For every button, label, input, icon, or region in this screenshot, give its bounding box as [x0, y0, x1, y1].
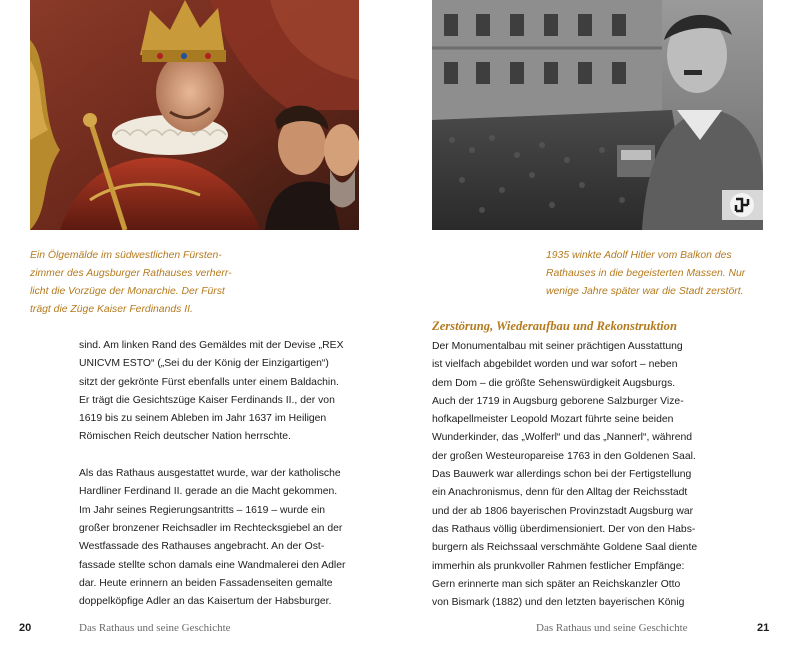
- section-heading: Zerstörung, Wiederaufbau und Rekonstruktion: [432, 319, 677, 333]
- running-title-left: Das Rathaus und seine Geschichte: [79, 622, 231, 634]
- running-title-right: Das Rathaus und seine Geschichte: [536, 622, 688, 634]
- right-photo-caption: 1935 winkte Adolf Hitler vom Balkon des Rathauses in die begeisterten Massen. Nur wenige Jahre später war die Stadt zerstört.: [546, 250, 746, 297]
- left-photo-caption: Ein Ölgemälde im südwestlichen Fürsten- zimmer des Augsburger Rathauses verherr- licht die Vorzüge der Monarchie. Der Fürst trägt die Züge Kaiser Ferdinands II.: [30, 250, 232, 315]
- page-number-right: 21: [757, 622, 770, 634]
- left-paragraph-2: Als das Rathaus ausgestattet wurde, war der katholische Hardliner Ferdinand II. gerade an die Macht gekommen. Im Jahr seines Regierungsantritts – 1619 – wurde ein großer bronzener Reichsadler im Rechtecksgiebel an der Westfassade des Rathauses angebracht. An der Ost- fassade stellte schon damals eine Wandmalerei den Adler dar. Heute erinnern an beiden Fassadenseiten gemalte doppelköpfige Adler an das Kaisertum der Habsburger.: [79, 468, 346, 608]
- oil-painting-photo: [30, 0, 359, 230]
- page-number-left: 20: [19, 622, 32, 634]
- photo-illustration: [432, 0, 763, 230]
- left-paragraph-1: sind. Am linken Rand des Gemäldes mit der Devise „REX UNICVM ESTO“ („Sei du der König der Einzigartigen“) sitzt der gekrönte Fürst ebenfalls unter einem Baldachin. Er trägt die Gesichtszüge Kaiser Ferdinands II., der von 1619 bis zu seinem Ableben im Jahr 1637 im Heiligen Römischen Reich deutscher Nation herrschte.: [79, 340, 344, 443]
- painting-illustration: [30, 0, 359, 230]
- right-paragraph: Der Monumentalbau mit seiner prächtigen Ausstattung ist vielfach abgebildet worden und war sofort – neben dem Dom – die größte Sehenswürdigkeit Augsburgs. Auch der 1719 in Augsburg geborene Salzburger Vize- hofkapellmeister Leopold Mozart führte seine beiden Wunderkinder, das „Wolferl“ und das „Nannerl“, während der großen Westeuropareise 1763 in den Goldenen Saal. Das Bauwerk war allerdings schon bei der Fertigstellung ein Anachronismus, denn für den Alltag der Reichsstadt und der ab 1806 bayerischen Provinzstadt Augsburg war das Rathaus völlig überdimensioniert. Der von den Habs- burgern als Reichssaal verschmähte Goldene Saal diente immerhin als prunkvoller Rahmen festlicher Empfänge: Gern erinnerte man sich später an Reichskanzler Otto von Bismark (1882) und den letzten bayerischen König: [432, 341, 698, 609]
- historic-balcony-photo: [432, 0, 763, 230]
- left-body-text: [79, 337, 369, 611]
- paragraph-spacer: [79, 447, 369, 465]
- right-body-text: [432, 338, 722, 612]
